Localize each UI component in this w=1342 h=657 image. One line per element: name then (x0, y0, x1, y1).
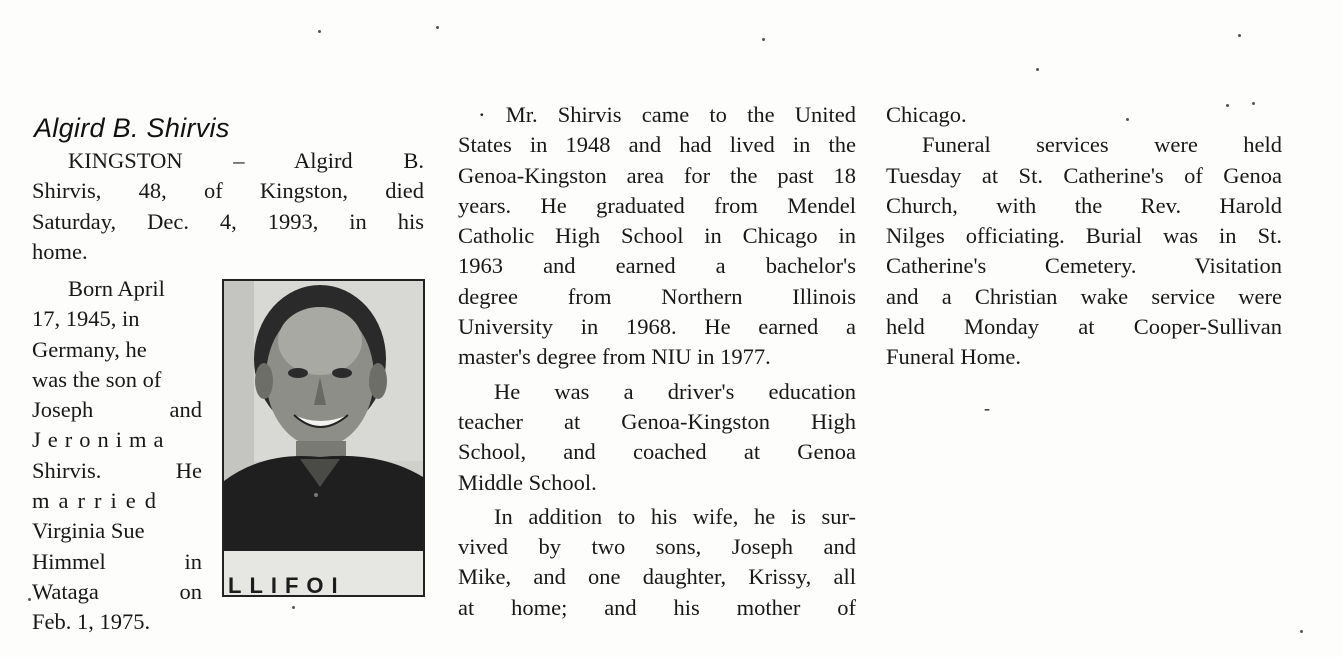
col3-line: Church, with the Rev. Harold (886, 192, 1282, 218)
wrap-line: Shirvis. He (32, 457, 202, 483)
column-2 (458, 100, 856, 623)
col3-line: Nilges officiating. Burial was in St. (886, 223, 1282, 249)
scan-speck (318, 30, 321, 33)
wrap-line: 17, 1945, in (32, 306, 140, 332)
wrap-line: Himmel in (32, 548, 202, 574)
col2-line: · Mr. Shirvis came to the United (478, 102, 856, 127)
wrap-line: Wataga on (32, 578, 202, 604)
wrap-line: Jeronima (32, 427, 171, 453)
scan-speck (1300, 630, 1303, 633)
lead-line: home. (32, 238, 88, 264)
col3-line: Funeral Home. (886, 344, 1021, 370)
col3-line: Catherine's Cemetery. Visitation (886, 253, 1282, 279)
col2-line: degree from Northern Illinois (458, 283, 856, 309)
wrap-line: married (32, 488, 165, 514)
wrap-line: Feb. 1, 1975. (32, 609, 151, 635)
column-3 (886, 100, 1282, 373)
col2-line: at home; and his mother of (458, 594, 856, 620)
scan-speck (1036, 68, 1039, 71)
column-1-lead (32, 146, 424, 267)
wrap-line: Born April (68, 276, 165, 301)
wrap-line: Virginia Sue (32, 518, 145, 544)
scan-speck (28, 598, 31, 601)
col2-line: Middle School. (458, 469, 597, 495)
lead-line: Shirvis, 48, of Kingston, died (32, 178, 424, 204)
wrap-line: Joseph and (32, 397, 202, 423)
col3-line: Chicago. (886, 102, 967, 127)
col2-line: Catholic High School in Chicago in (458, 223, 856, 249)
wrap-line: Germany, he (32, 336, 147, 362)
col3-line: and a Christian wake service were (886, 283, 1282, 309)
col2-line: States in 1948 and had lived in the (458, 132, 856, 158)
scan-speck (436, 26, 439, 29)
col2-line: School, and coached at Genoa (458, 439, 856, 465)
obituary-headline: Algird B. Shirvis (34, 113, 230, 143)
scan-speck (762, 38, 765, 41)
col2-line: Genoa-Kingston area for the past 18 (458, 162, 856, 188)
col2-line: years. He graduated from Mendel (458, 192, 856, 218)
col2-line: He was a driver's education (494, 378, 856, 404)
column-1-wrap-text (32, 274, 202, 638)
col2-line: University in 1968. He earned a (458, 314, 856, 340)
lead-line: KINGSTON – Algird B. (68, 148, 424, 173)
col2-line: vived by two sons, Joseph and (458, 534, 856, 560)
shirt-lettering: LLIFOI (228, 573, 346, 595)
wrap-line: was the son of (32, 366, 162, 392)
lead-line: Saturday, Dec. 4, 1993, in his (32, 208, 424, 234)
col2-line: Mike, and one daughter, Krissy, all (458, 564, 856, 590)
col2-line: master's degree from NIU in 1977. (458, 344, 771, 370)
col3-line: Tuesday at St. Catherine's of Genoa (886, 162, 1282, 188)
col2-line: In addition to his wife, he is sur- (494, 503, 856, 529)
col2-line: 1963 and earned a bachelor's (458, 253, 856, 279)
col2-line: teacher at Genoa-Kingston High (458, 408, 856, 434)
end-mark: - (984, 398, 990, 418)
scan-speck (292, 606, 295, 609)
col3-line: Funeral services were held (922, 132, 1282, 158)
col3-line: held Monday at Cooper-Sullivan (886, 314, 1282, 340)
portrait-image (224, 281, 423, 595)
scan-speck (1238, 34, 1241, 37)
portrait-photo (222, 279, 425, 597)
